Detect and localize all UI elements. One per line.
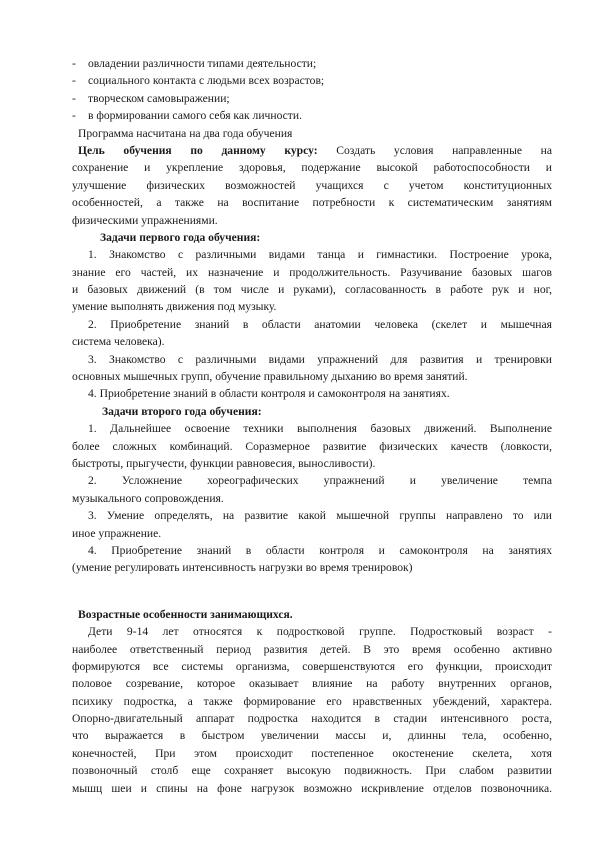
body-line: позвоночный столб еще сохраняет высокую подвижность. При слабом развитии — [72, 764, 552, 778]
list-item: - творческом самовыражении; — [72, 90, 552, 107]
task-line: и базовых движений (в том числе и руками), согласованность в работе рук и ног, — [72, 283, 552, 297]
list-dash: - — [72, 74, 76, 88]
task-line: 2. Приобретение знаний в области анатомии человека (скелет и мышечная — [88, 317, 552, 331]
task-line: 3. Знакомство с различными видами упражнений для развития и тренировки — [88, 352, 552, 366]
age-section-body — [72, 623, 552, 797]
goals-list — [72, 55, 552, 125]
body-line: мышц шеи и спины на фоне нагрузок возможно искривление отделов позвоночника. — [72, 781, 552, 795]
task-line: музыкального сопровождения. — [72, 491, 224, 505]
task-line: иное упражнение. — [72, 526, 162, 540]
body-line: что выражается в быстром увеличении массы и, длинны тела, особенно, — [72, 729, 552, 743]
list-item: - в формировании самого себя как личности. — [72, 107, 552, 124]
first-year-tasks — [72, 246, 552, 403]
task-line: 4. Приобретение знаний в области контроля и самоконтроля на занятиях — [88, 543, 552, 557]
task-line: быстроты, прыгучести, функции равновесия, выносливости). — [72, 456, 376, 470]
task-line: основных мышечных групп, обучение правильному дыханию во время занятий. — [72, 370, 468, 384]
body-line: Опорно-двигательный аппарат подростка находится в стадии интенсивного роста, — [72, 712, 552, 726]
goal-paragraph — [72, 142, 552, 229]
task-line: (умение регулировать интенсивность нагрузки во время тренировок) — [72, 561, 413, 575]
task-line: система человека). — [72, 335, 165, 349]
section-gap — [72, 577, 552, 606]
list-item: - овладении различности типами деятельности; — [72, 55, 552, 72]
list-dash: - — [72, 57, 76, 70]
document-page — [72, 55, 552, 797]
task-line: 3. Умение определять, на развитие какой мышечной группы направлено то или — [88, 509, 552, 523]
first-year-heading: Задачи первого года обучения: — [100, 230, 261, 244]
list-item: - социального контакта с людьми всех возрастов; — [72, 72, 552, 89]
second-year-tasks — [72, 420, 552, 577]
program-duration: Программа насчитана на два года обучения — [78, 126, 293, 140]
body-line: конечностей, При этом происходит постепенное окостенение скелета, хотя — [72, 746, 552, 760]
goal-line: сохранение и укрепление здоровья, подержание высокой работоспособности и — [72, 161, 552, 175]
body-line: формируются все системы организма, совершенствуются его функции, происходит — [72, 659, 552, 673]
age-section-heading: Возрастные особенности занимающихся. — [78, 607, 293, 621]
task-line: 2. Усложнение хореографических упражнений и увеличение темпа — [88, 474, 552, 488]
goal-line: улучшение физических возможностей учащихся с учетом конституционных — [72, 178, 552, 192]
goal-line: особенностей, а также на воспитание потребности к систематическим занятиям — [72, 196, 552, 210]
body-line: наиболее ответственный период развития детей. В это время особенно активно — [72, 642, 552, 656]
task-line: 1. Дальнейшее освоение техники выполнения базовых движений. Выполнение — [88, 422, 552, 436]
goal-label: Цель обучения по данному курсу: — [78, 143, 318, 157]
body-line: Дети 9-14 лет относятся к подростковой группе. Подростковый возраст - — [88, 625, 552, 639]
goal-line: физическими упражнениями. — [72, 213, 218, 227]
body-line: половое созревание, которое оказывает влияние на работу внутренних органов, — [72, 677, 552, 691]
goal-line: Цель обучения по данному курсу: Создать условия направленные на — [78, 143, 552, 157]
task-line: знание его частей, их назначение и продолжительность. Разучивание базовых шагов — [72, 265, 552, 279]
task-line: 1. Знакомство с различными видами танца и гимнастики. Построение урока, — [88, 248, 552, 262]
list-dash: - — [72, 91, 76, 105]
task-line: умение выполнять движения под музыку. — [72, 300, 277, 314]
task-line: более сложных комбинаций. Соразмерное развитие физических качеств (ловкости, — [72, 439, 552, 453]
second-year-heading: Задачи второго года обучения: — [102, 404, 262, 418]
body-line: психику подростка, а также формирование его нравственных убеждений, характера. — [72, 694, 552, 708]
list-dash: - — [72, 109, 76, 123]
task-line: 4. Приобретение знаний в области контроля и самоконтроля на занятиях. — [88, 387, 450, 401]
